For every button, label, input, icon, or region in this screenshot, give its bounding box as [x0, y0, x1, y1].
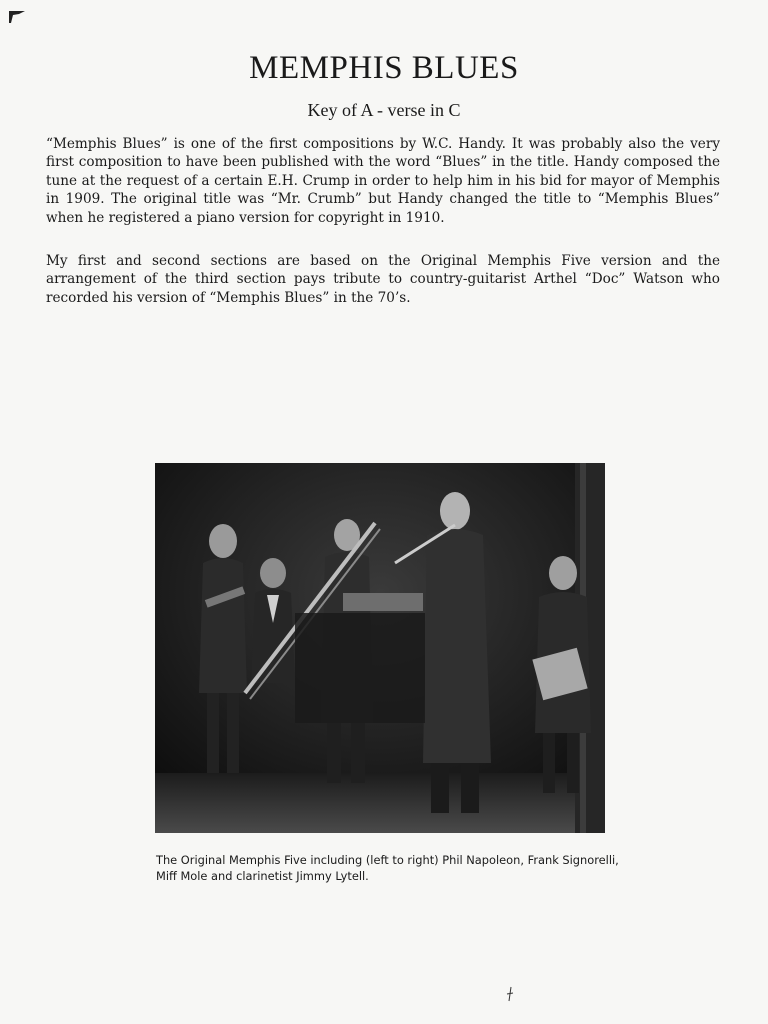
page-subtitle: Key of A - verse in C	[307, 100, 461, 120]
stray-mark-icon	[505, 986, 515, 1002]
band-photo	[155, 463, 605, 833]
page-title: MEMPHIS BLUES	[249, 50, 519, 86]
intro-paragraph: “Memphis Blues” is one of the first compositions by W.C. Handy. It was probably also the very first composition to have been published with the word “Blues” in the title. Handy composed the tune at the request of a certain E.H. Crump in order to help him in his bid for mayor of Memphis in 1909. The original title was “Mr. Crumb” but Handy changed the title to “Memphis Blues” when he registered a piano version for copyright in 1910.	[46, 136, 720, 226]
corner-flag-icon	[8, 10, 26, 24]
photo-caption: The Original Memphis Five including (left to right) Phil Napoleon, Frank Signorelli, Miff Mole and clarinetist Jimmy Lytell.	[156, 853, 619, 883]
arrangement-paragraph: My first and second sections are based on the Original Memphis Five version and the arrangement of the third section pays tribute to country-guitarist Arthel “Doc” Watson who recorded his version of “Memphis Blues” in the 70’s.	[46, 253, 720, 306]
